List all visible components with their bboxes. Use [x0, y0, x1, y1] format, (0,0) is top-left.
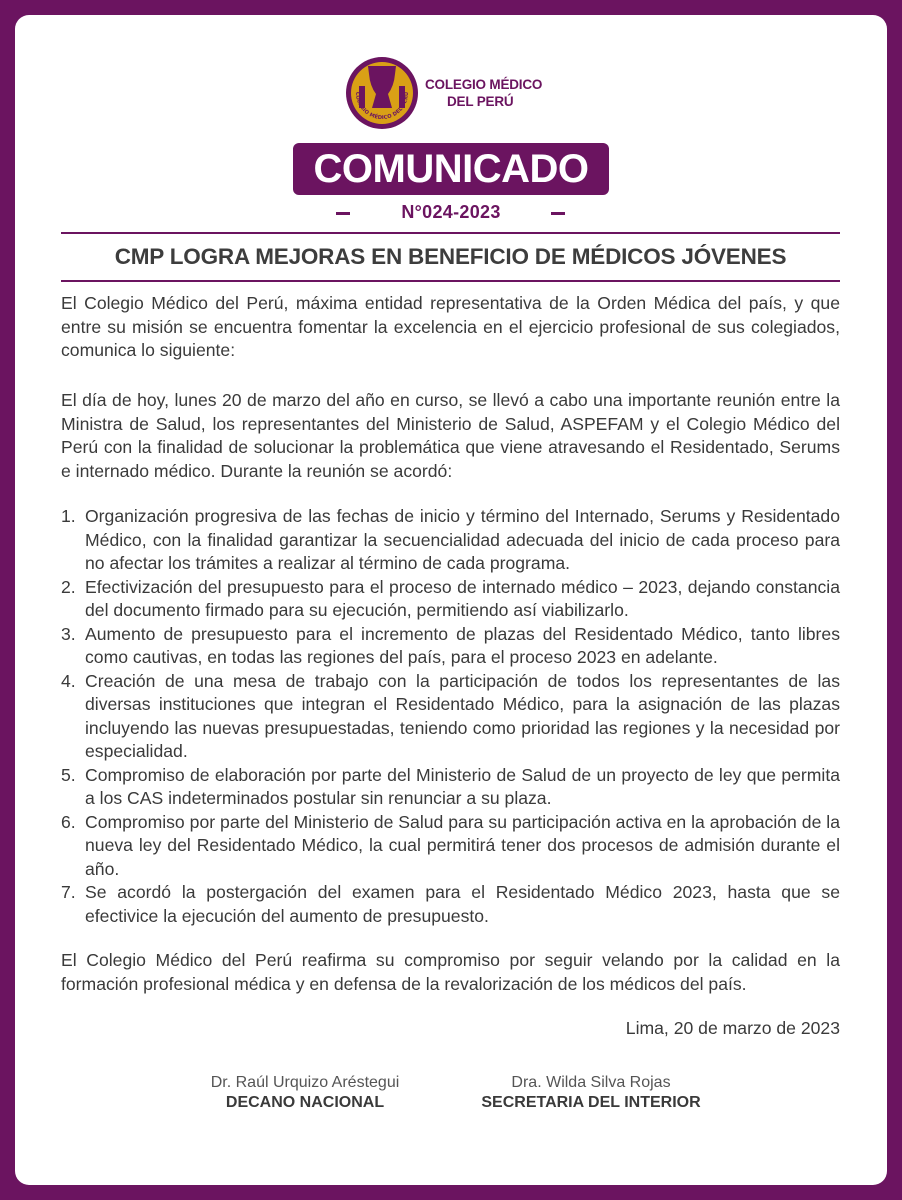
communique-number-row — [15, 199, 887, 225]
list-item-number: 3. — [61, 623, 76, 644]
cmp-seal-icon — [345, 56, 419, 130]
communique-number: N°024-2023 — [401, 202, 501, 222]
list-item-text: Se acordó la postergación del examen para el Residentado Médico 2023, hasta que se efectivice la ejecución del aumento de presupuesto. — [85, 882, 840, 926]
signatory-name: Dra. Wilda Silva Rojas — [511, 1074, 671, 1091]
brand-name — [425, 76, 542, 110]
list-item-text: Aumento de presupuesto para el incremento de plazas del Residentado Médico, tanto libres como cautivas, en todas las regiones del país, para el proceso 2023 en adelante. — [85, 623, 840, 667]
seal-text: COLEGIO MÉDICO DEL PERÚ — [353, 91, 411, 122]
dash-left — [336, 212, 350, 215]
signatory-role: SECRETARIA DEL INTERIOR — [481, 1094, 701, 1111]
intro-paragraph: El Colegio Médico del Perú, máxima entidad representativa de la Orden Médica del país, y que entre su misión se encuentra fomentar la excelencia en el ejercicio profesional de sus colegiados, comunica lo siguiente: — [61, 293, 840, 360]
list-item-text: Creación de una mesa de trabajo con la participación de todos los representantes de las diversas instituciones que integran el Residentado Médico, para la asignación de las plazas incluyendo las nuevas presupuestadas, teniendo como prioridad las regiones y la necesidad por especialidad. — [85, 670, 840, 761]
list-item-number: 2. — [61, 576, 76, 597]
document-date: Lima, 20 de marzo de 2023 — [625, 1018, 840, 1038]
list-item-number: 1. — [61, 506, 76, 526]
communique-card — [15, 15, 887, 1185]
signature-secretary — [461, 1073, 721, 1113]
list-item — [61, 881, 840, 928]
list-item-number: 7. — [61, 882, 76, 902]
list-item — [61, 670, 840, 764]
list-item-text: Compromiso de elaboración por parte del Ministerio de Salud de un proyecto de ley que permita a los CAS indeterminados postular sin renunciar a su plaza. — [85, 764, 840, 808]
signatory-name: Dr. Raúl Urquizo Aréstegui — [210, 1074, 400, 1091]
brand-line-2: DEL PERÚ — [447, 94, 514, 109]
list-item — [61, 623, 840, 670]
closing-paragraph: El Colegio Médico del Perú reafirma su compromiso por seguir velando por la calidad en la formación profesional médica y en defensa de la revalorización de los médicos del país. — [61, 950, 840, 994]
bottom-divider — [61, 280, 840, 282]
brand-line-1: COLEGIO MÉDICO — [425, 77, 543, 92]
dash-right — [551, 212, 565, 215]
agreements-list — [61, 505, 840, 928]
list-item — [61, 505, 840, 576]
list-item-number: 5. — [61, 764, 76, 785]
list-item-text: Organización progresiva de las fechas de inicio y término del Internado, Serums y Residentado Médico, con la finalidad garantizar la secuencialidad adecuada del inicio de cada proceso para no afectar los trámites a realizar al término de cada programa. — [85, 506, 840, 573]
signatory-role: DECANO NACIONAL — [225, 1094, 385, 1111]
list-item-number: 6. — [61, 811, 76, 832]
list-item-text: Compromiso por parte del Ministerio de Salud para su participación activa en la aprobación de la nueva ley del Residentado Médico, la cual permitirá tener dos procesos de admisión durante el año. — [85, 811, 840, 879]
list-item — [61, 811, 840, 882]
headline: CMP LOGRA MEJORAS EN BENEFICIO DE MÉDICOS JÓVENES — [114, 244, 787, 269]
cmp-logo — [345, 56, 565, 130]
list-item-text: Efectivización del presupuesto para el proceso de internado médico – 2023, dejando constancia del documento firmado para su ejecución, permitiendo así viabilizarlo. — [85, 576, 840, 620]
list-item-number: 4. — [61, 670, 76, 691]
document-title: COMUNICADO — [293, 143, 609, 195]
meeting-paragraph: El día de hoy, lunes 20 de marzo del año en curso, se llevó a cabo una importante reunión entre la Ministra de Salud, los representantes del Ministerio de Salud, ASPEFAM y el Colegio Médico del Perú con la finalidad de solucionar la problemática que viene atravesando el Residentado, Serums e internado médico. Durante la reunión se acordó: — [61, 390, 840, 481]
list-item — [61, 764, 840, 811]
top-divider — [61, 232, 840, 234]
list-item — [61, 576, 840, 623]
signature-dean — [175, 1073, 435, 1113]
